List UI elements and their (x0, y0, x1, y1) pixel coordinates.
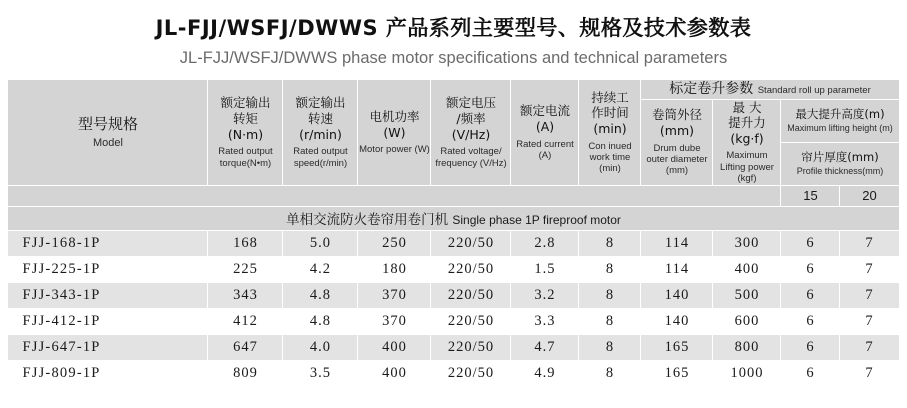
header-worktime-cn-3: (min) (593, 121, 627, 136)
cell-voltage: 220/50 (431, 282, 511, 308)
header-worktime-cn-2: 作时间 (591, 105, 629, 121)
cell-height-20: 7 (840, 256, 899, 282)
header-voltage-cn-3: (V/Hz) (451, 126, 491, 142)
header-profile-thickness-cn: 帘片厚度(mm) (801, 149, 879, 164)
header-worktime-en: Con inued work time (min) (588, 140, 632, 175)
header-worktime-cn-1: 持续工 (591, 89, 629, 105)
header-current-en: Rated current (A) (516, 138, 574, 161)
header-lifting-power-cn-1: 最 大 (732, 99, 762, 115)
header-speed-cn-1: 额定输出 (295, 95, 346, 111)
cell-lifting-power: 300 (713, 230, 781, 256)
cell-lifting-power: 1000 (713, 360, 781, 386)
specification-table (7, 79, 899, 387)
title-block (0, 0, 907, 68)
cell-height-20: 7 (840, 360, 899, 386)
header-torque-cn-1: 额定输出 (220, 95, 271, 111)
header-speed-en: Rated output speed(r/min) (293, 146, 348, 169)
cell-height-15: 6 (781, 282, 840, 308)
header-profile-thickness-en: Profile thickness(mm) (796, 166, 884, 177)
header-rollup-group (641, 80, 899, 100)
cell-voltage: 220/50 (431, 256, 511, 282)
cell-drum-diameter: 165 (641, 360, 713, 386)
cell-worktime: 8 (579, 230, 641, 256)
cell-voltage: 220/50 (431, 334, 511, 360)
header-model-cn: 型号规格 (77, 114, 138, 133)
cell-torque: 647 (208, 334, 283, 360)
cell-drum-diameter: 114 (641, 256, 713, 282)
table-header-thickness-values-row (8, 185, 899, 206)
header-current (511, 80, 579, 186)
cell-speed: 4.8 (283, 282, 358, 308)
cell-current: 1.5 (511, 256, 579, 282)
cell-worktime: 8 (579, 334, 641, 360)
header-thickness-20: 20 (840, 185, 899, 206)
cell-speed: 4.8 (283, 308, 358, 334)
table-row (8, 256, 899, 282)
header-max-lifting-height-en: Maximum lifting height (m) (787, 123, 893, 134)
cell-voltage: 220/50 (431, 360, 511, 386)
header-model-en: Model (93, 136, 123, 149)
cell-current: 4.9 (511, 360, 579, 386)
cell-lifting-power: 400 (713, 256, 781, 282)
cell-speed: 4.0 (283, 334, 358, 360)
header-rollup-group-cn: 标定卷升参数 (669, 81, 754, 97)
section-band-cn: 单相交流防火卷帘用卷门机 (286, 212, 449, 229)
cell-power: 370 (358, 282, 431, 308)
cell-power: 250 (358, 230, 431, 256)
cell-torque: 809 (208, 360, 283, 386)
cell-torque: 343 (208, 282, 283, 308)
header-rollup-group-en: Standard roll up parameter (757, 85, 871, 96)
header-torque (208, 80, 283, 186)
header-spacer (8, 185, 781, 206)
cell-height-15: 6 (781, 256, 840, 282)
cell-drum-diameter: 140 (641, 308, 713, 334)
cell-current: 3.3 (511, 308, 579, 334)
cell-speed: 5.0 (283, 230, 358, 256)
cell-drum-diameter: 165 (641, 334, 713, 360)
cell-power: 400 (358, 334, 431, 360)
cell-voltage: 220/50 (431, 230, 511, 256)
cell-torque: 225 (208, 256, 283, 282)
cell-power: 400 (358, 360, 431, 386)
cell-power: 180 (358, 256, 431, 282)
cell-drum-diameter: 140 (641, 282, 713, 308)
table-section-band (8, 206, 899, 230)
cell-worktime: 8 (579, 256, 641, 282)
page-title-cn: JL-FJJ/WSFJ/DWWS 产品系列主要型号、规格及技术参数表 (155, 16, 752, 40)
page-title-en: JL-FJJ/WSFJ/DWWS phase motor specifications and technical parameters (179, 49, 728, 67)
header-power-cn-2: (W) (383, 124, 406, 140)
header-voltage (431, 80, 511, 186)
header-lifting-power-cn-2: 提升力 (728, 115, 766, 131)
cell-height-15: 6 (781, 360, 840, 386)
header-lifting-power-cn-3: (kg·f) (730, 130, 764, 146)
table-header-group-row (8, 80, 899, 100)
header-lifting-power-en: Maximum Lifting power (kgf) (720, 150, 774, 185)
header-drum-diameter-en: Drum dube outer diameter (mm) (646, 142, 708, 177)
cell-torque: 412 (208, 308, 283, 334)
header-torque-cn-3: (N·m) (227, 126, 264, 142)
header-torque-en: Rated output torque(N•m) (218, 146, 273, 169)
section-band-cell (8, 206, 899, 230)
table-row (8, 230, 899, 256)
header-speed-cn-3: (r/min) (299, 126, 342, 142)
cell-lifting-power: 500 (713, 282, 781, 308)
header-current-cn-2: (A) (535, 118, 555, 134)
cell-speed: 4.2 (283, 256, 358, 282)
table-row (8, 308, 899, 334)
header-power-en: Motor power (W) (359, 144, 430, 156)
header-power-cn-1: 电机功率 (369, 108, 420, 124)
header-voltage-cn-2: /频率 (456, 111, 486, 127)
cell-drum-diameter: 114 (641, 230, 713, 256)
header-thickness-15: 15 (781, 185, 840, 206)
header-drum-diameter-cn-1: 卷筒外径 (651, 107, 702, 123)
table-row (8, 360, 899, 386)
header-power (358, 80, 431, 186)
header-model (8, 80, 208, 186)
cell-height-15: 6 (781, 230, 840, 256)
cell-current: 4.7 (511, 334, 579, 360)
header-voltage-cn-1: 额定电压 (445, 95, 496, 111)
header-drum-diameter (641, 99, 713, 185)
cell-speed: 3.5 (283, 360, 358, 386)
header-worktime (579, 80, 641, 186)
header-current-cn-1: 额定电流 (519, 103, 570, 119)
cell-height-20: 7 (840, 308, 899, 334)
cell-worktime: 8 (579, 282, 641, 308)
header-max-lifting-height (781, 99, 899, 142)
header-speed-cn-2: 转速 (307, 111, 333, 127)
cell-lifting-power: 800 (713, 334, 781, 360)
header-max-lifting-height-cn: 最大提升高度(m) (795, 106, 885, 121)
cell-model: FJJ-343-1P (8, 282, 208, 308)
cell-torque: 168 (208, 230, 283, 256)
cell-height-20: 7 (840, 282, 899, 308)
header-drum-diameter-cn-2: (mm) (659, 122, 695, 138)
cell-worktime: 8 (579, 308, 641, 334)
cell-model: FJJ-225-1P (8, 256, 208, 282)
cell-height-15: 6 (781, 334, 840, 360)
cell-voltage: 220/50 (431, 308, 511, 334)
header-speed (283, 80, 358, 186)
cell-power: 370 (358, 308, 431, 334)
header-voltage-en: Rated voltage/ frequency (V/Hz) (435, 146, 507, 169)
cell-model: FJJ-412-1P (8, 308, 208, 334)
header-lifting-power (713, 99, 781, 185)
table-row (8, 334, 899, 360)
cell-height-20: 7 (840, 230, 899, 256)
cell-height-15: 6 (781, 308, 840, 334)
section-band-en: Single phase 1P fireproof motor (452, 213, 621, 228)
cell-model: FJJ-647-1P (8, 334, 208, 360)
cell-model: FJJ-168-1P (8, 230, 208, 256)
header-profile-thickness (781, 142, 899, 185)
header-torque-cn-2: 转矩 (232, 111, 258, 127)
cell-current: 2.8 (511, 230, 579, 256)
table-row (8, 282, 899, 308)
cell-lifting-power: 600 (713, 308, 781, 334)
cell-current: 3.2 (511, 282, 579, 308)
cell-worktime: 8 (579, 360, 641, 386)
cell-height-20: 7 (840, 334, 899, 360)
cell-model: FJJ-809-1P (8, 360, 208, 386)
